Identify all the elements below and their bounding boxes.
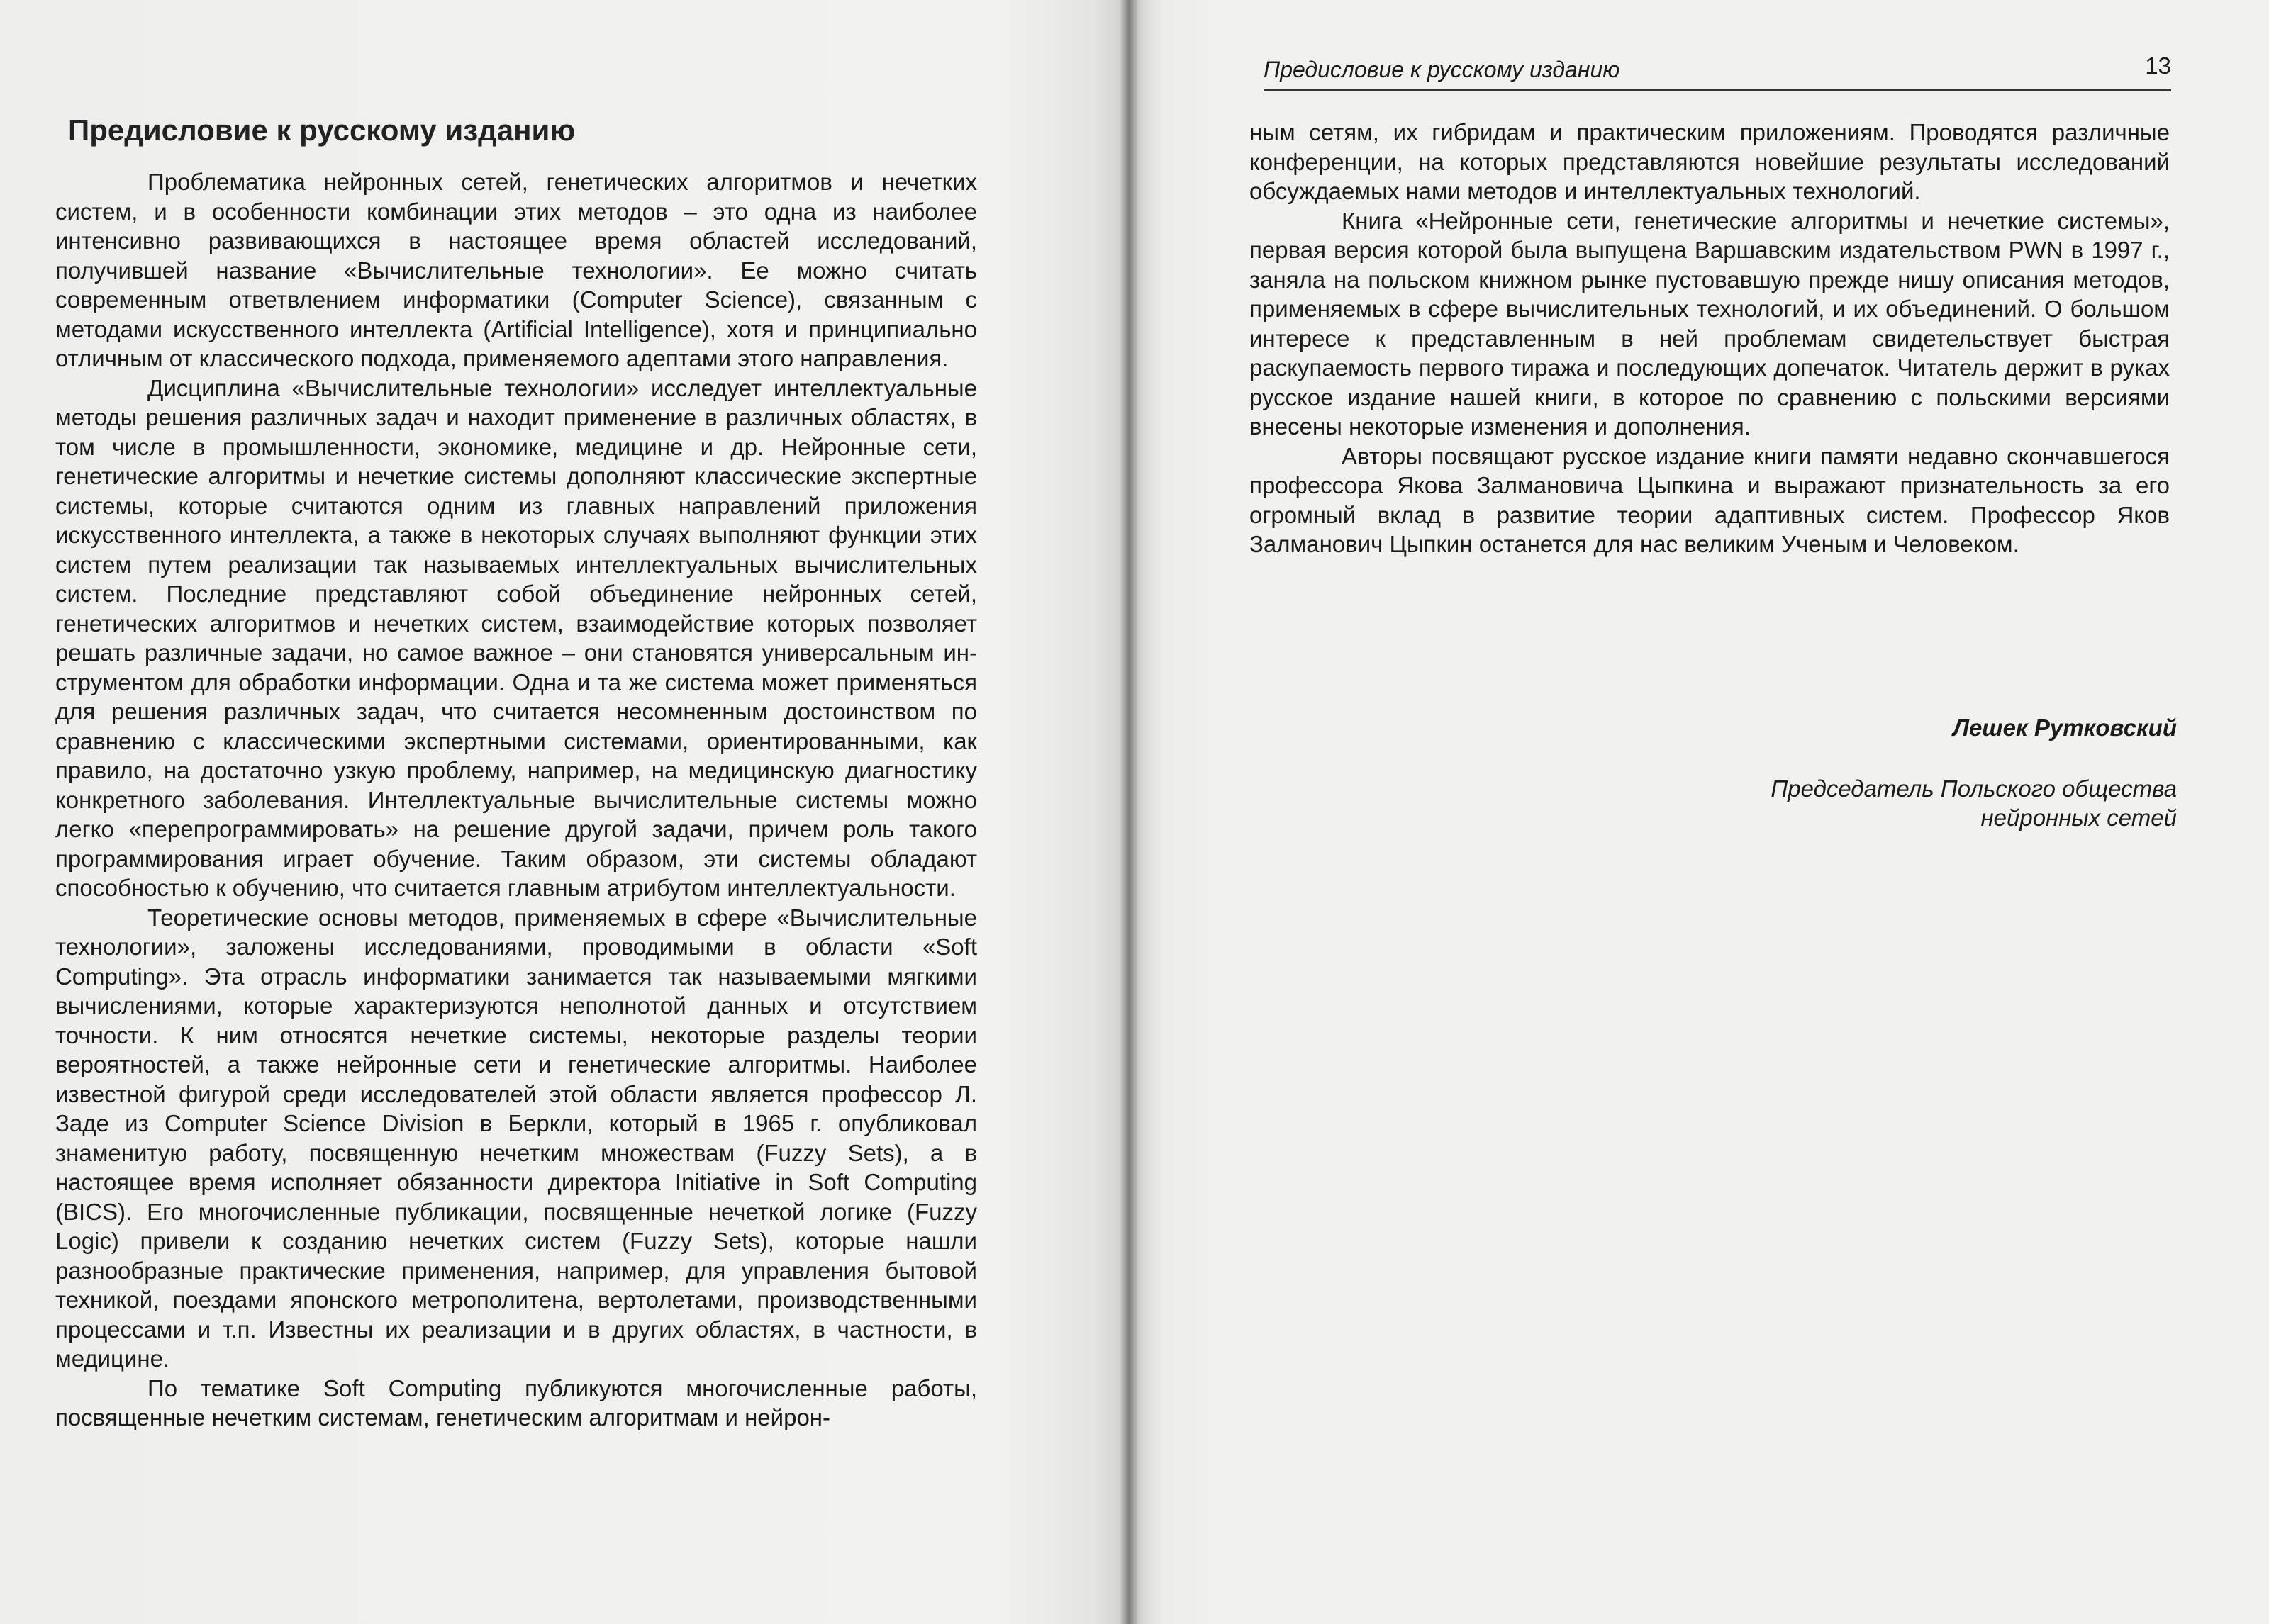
chapter-title: Предисловие к русскому изданию bbox=[68, 113, 576, 147]
book-gutter bbox=[1119, 0, 1137, 1624]
left-text-column bbox=[55, 113, 977, 1433]
page-number: 13 bbox=[2145, 52, 2171, 79]
right-paragraph-1: ным сетям, их гибридам и практическим приложениям. Проводятся различные конференции, на которых представляются новейшие результаты исследований обсуждаемых нами методов и интеллектуальных технологий. bbox=[1249, 119, 2170, 204]
right-page bbox=[1127, 0, 2269, 1624]
left-paragraph-2: Дисциплина «Вычислительные технологии» исследует интеллектуальные методы решения различных задач и находит применение в различных областях, в том числе в промышленности, экономике, медицине и др. Нейронные сети, генетические алгоритмы и нечеткие системы дополняют классические экспертные системы, которые считаются одним из главных направлений приложения искусственного интеллекта, а также в некоторых случаях выполняют функции этих систем путем реализации так называемых интеллектуальных вычислительных систем. Последние представляют собой объединение нейронных сетей, генетических алгоритмов и нечетких систем, взаимодействие которых позволяет решать различные задачи, но самое важное – они становятся универсальным инструментом для обработки информации. Одна и та же система может применяться для решения различных задач, что считается несомненным достоинством по сравнению с классическими экспертными системами, ориентированными, как правило, на достаточно узкую проблему, например, на медицинскую диагностику конкретного заболевания. Интеллектуальные вычислительные системы можно легко «перепрограммировать» на решение другой задачи, причем роль такого программирования играет обучение. Таким образом, эти системы обладают способностью к обучению, что считается главным атрибутом интеллектуальности. bbox=[55, 374, 977, 901]
running-head-title: Предисловие к русскому изданию bbox=[1264, 57, 1620, 82]
left-paragraph-1: Проблематика нейронных сетей, генетических алгоритмов и нечетких систем, и в особенности комбинации этих методов – это одна из наиболее интенсивно развивающихся в настоящее время областей исследований, получившей название «Вычислительные технологии». Ее можно считать современным ответвлением информатики (Computer Science), связанным с методами искусственного интеллекта (Artificial Intelligence), хотя и принципиально отличным от классического подхода, применяемого адептами этого направления. bbox=[55, 169, 977, 371]
signature-role-line-2: нейронных сетей bbox=[1980, 805, 2177, 831]
signature-role-line-1: Председатель Польского общества bbox=[1771, 775, 2177, 802]
left-paragraph-3: Теоретические основы методов, применяемых в сфере «Вычислительные технологии», заложены исследованиями, проводимыми в области «Soft Computing». Эта отрасль информатики занимается так называемыми мягкими вычислениями, которые характеризуются неполнотой данных и отсутствием точности. К ним относятся нечеткие системы, некоторые разделы теории вероятностей, а также нейронные сети и генетические алгоритмы. Наиболее известной фигурой среди исследователей этой области является профессор Л. Заде из Computer Science Division в Беркли, который в 1965 г. опубликовал знаменитую работу, посвященную нечетким множествам (Fuzzy Sets), а в настоящее время исполняет обязанности директора Initiative in Soft Computing (BICS). Его многочисленные публикации, посвященные нечеткой логике (Fuzzy Logic) привели к созданию нечетких систем (Fuzzy Sets), которые нашли разнообразные практические применения, например, для управления бытовой техникой, поездами японского метрополитена, вертолетами, производственными процессами и т.п. Известны их реализации и в других областях, в частности, в медицине. bbox=[55, 904, 977, 1372]
right-text-column bbox=[1249, 118, 2170, 559]
signature-role bbox=[1771, 774, 2177, 832]
signature-name: Лешек Рутковский bbox=[1953, 715, 2177, 741]
left-paragraph-4: По тематике Soft Computing публикуются многочисленные работы, посвященные нечетким системам, генетическим алгоритмам и нейрон- bbox=[55, 1374, 977, 1430]
running-head bbox=[1264, 52, 2171, 91]
right-paragraph-3: Авторы посвящают русское издание книги памяти недавно скончавшегося профессора Якова Залмановича Цыпкина и выражают признательность за его огромный вклад в развитие теории адаптивных систем. Профессор Яков Залманович Цыпкин останется для нас великим Ученым и Человеком. bbox=[1249, 442, 2170, 557]
right-paragraph-2: Книга «Нейронные сети, генетические алгоритмы и нечеткие системы», первая версия которой была выпущена Варшавским издательством PWN в 1997 г., заняла на польском книжном рынке пустовавшую прежде нишу описания методов, применяемых в сфере вычислительных технологий, и их объединений. О большом интересе к представленным в ней проблемам свидетельствует быстрая раскупаемость первого тиража и последующих допечаток. Читатель держит в руках русское издание нашей книги, в которое по сравнению с польскими версиями внесены некоторые изменения и дополнения. bbox=[1249, 207, 2170, 439]
left-page bbox=[0, 0, 1127, 1624]
